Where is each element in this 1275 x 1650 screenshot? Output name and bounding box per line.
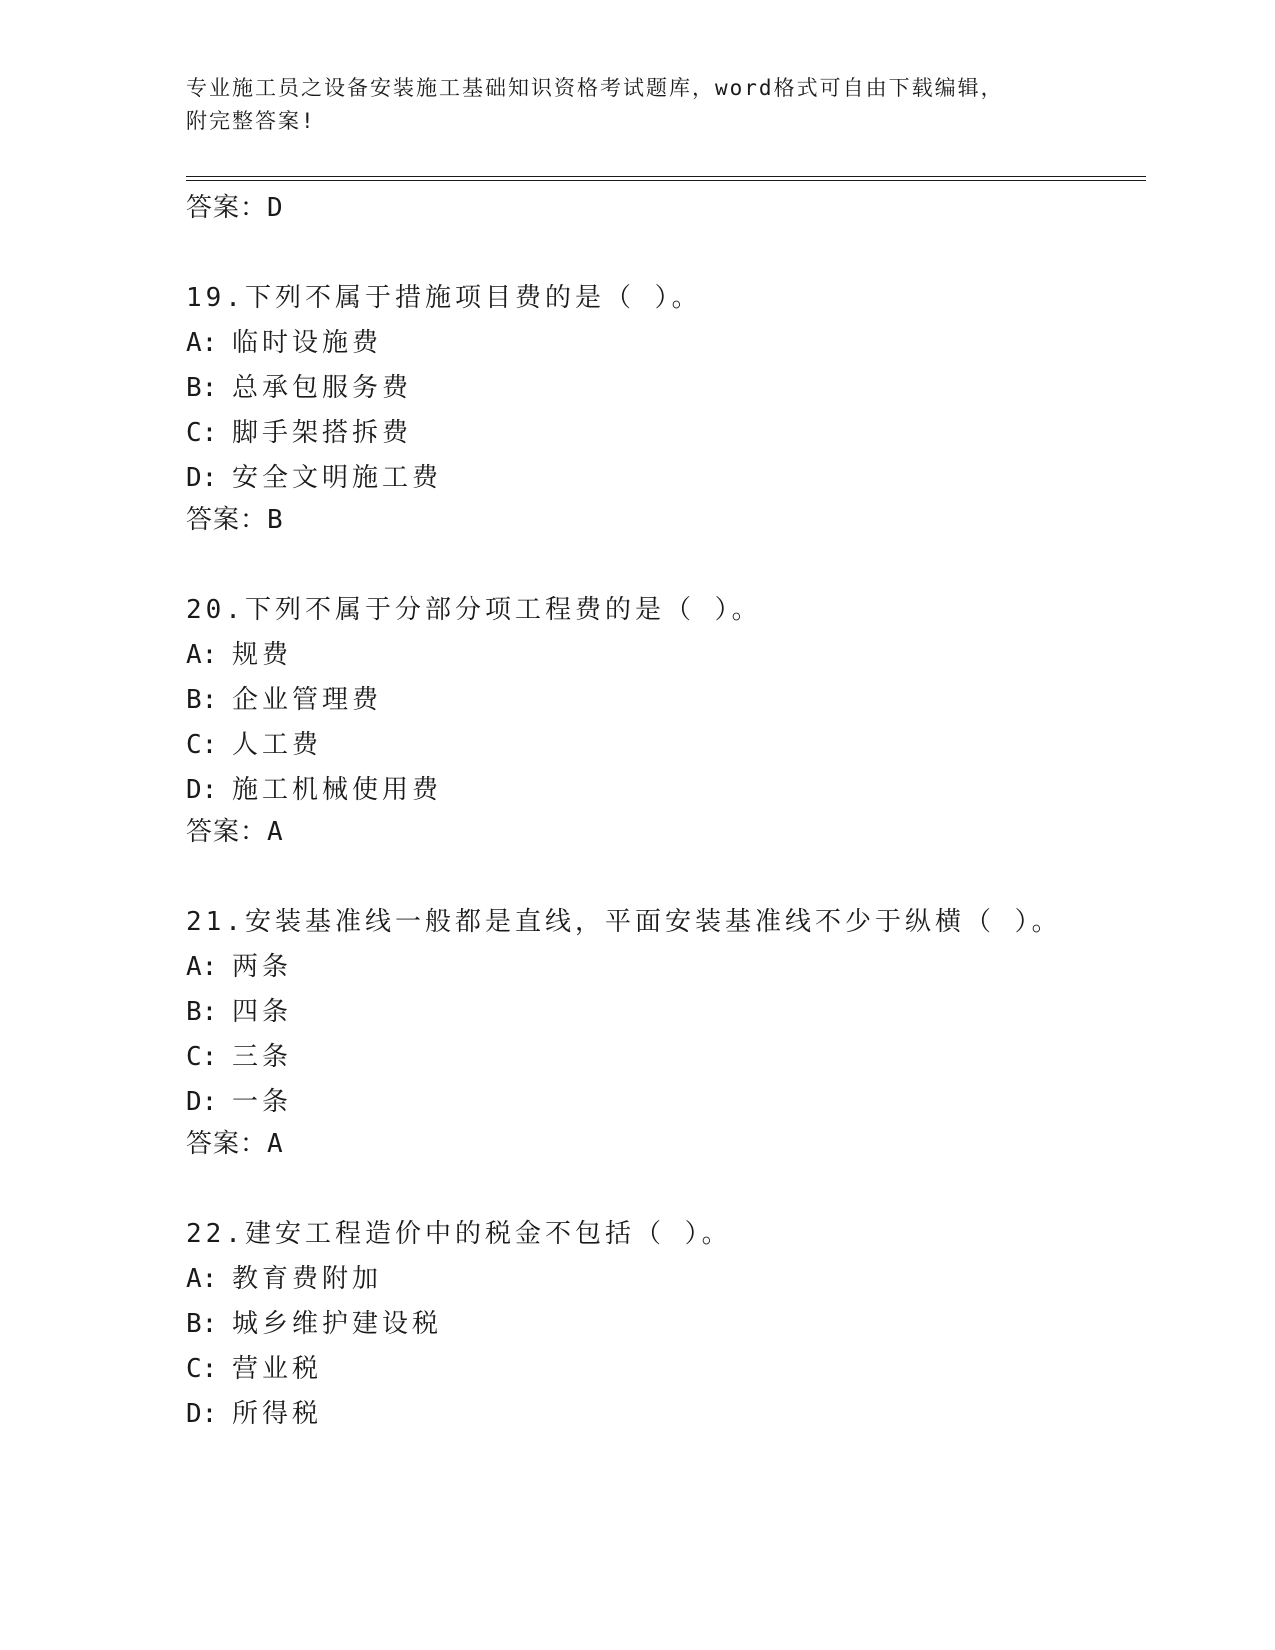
option-letter: D: <box>186 775 218 805</box>
option-text: 企业管理费 <box>232 685 383 715</box>
option-letter: C: <box>186 418 218 448</box>
option-d <box>186 1394 1186 1439</box>
option-text: 临时设施费 <box>232 328 383 358</box>
question-19 <box>186 278 1186 503</box>
option-b <box>186 992 1186 1037</box>
answer-19 <box>186 500 284 540</box>
option-letter: A: <box>186 1264 218 1294</box>
option-c <box>186 413 1186 458</box>
option-text: 两条 <box>232 952 293 982</box>
option-b <box>186 368 1186 413</box>
option-d <box>186 1082 1186 1127</box>
option-text: 营业税 <box>232 1354 323 1384</box>
answer-previous <box>186 188 284 228</box>
option-letter: D: <box>186 463 218 493</box>
answer-value: A <box>267 817 284 847</box>
option-letter: B: <box>186 373 218 403</box>
option-text: 总承包服务费 <box>232 373 413 403</box>
option-letter: D: <box>186 1399 218 1429</box>
answer-value: B <box>267 505 284 535</box>
answer-label: 答案： <box>186 1129 268 1159</box>
option-letter: C: <box>186 730 218 760</box>
option-d <box>186 458 1186 503</box>
option-letter: B: <box>186 997 218 1027</box>
option-a <box>186 635 1186 680</box>
option-text: 施工机械使用费 <box>232 775 443 805</box>
answer-value: D <box>267 193 284 223</box>
option-letter: B: <box>186 1309 218 1339</box>
answer-value: A <box>267 1129 284 1159</box>
answer-label: 答案： <box>186 817 268 847</box>
option-text: 所得税 <box>232 1399 323 1429</box>
option-c <box>186 1037 1186 1082</box>
option-text: 规费 <box>232 640 293 670</box>
header-line-1: 专业施工员之设备安装施工基础知识资格考试题库，word格式可自由下载编辑， <box>186 76 1004 100</box>
option-c <box>186 725 1186 770</box>
option-text: 一条 <box>232 1087 293 1117</box>
option-text: 脚手架搭拆费 <box>232 418 413 448</box>
header-divider <box>186 176 1146 181</box>
option-text: 安全文明施工费 <box>232 463 443 493</box>
option-text: 城乡维护建设税 <box>232 1309 443 1339</box>
option-d <box>186 770 1186 815</box>
answer-20 <box>186 812 284 852</box>
question-stem: 19.下列不属于措施项目费的是（ ）。 <box>186 283 702 313</box>
option-a <box>186 1259 1186 1304</box>
option-letter: A: <box>186 640 218 670</box>
option-letter: C: <box>186 1042 218 1072</box>
option-letter: D: <box>186 1087 218 1117</box>
question-20 <box>186 590 1186 815</box>
document-header <box>186 72 1086 138</box>
question-21 <box>186 902 1186 1127</box>
option-a <box>186 947 1186 992</box>
answer-label: 答案： <box>186 193 268 223</box>
answer-label: 答案： <box>186 505 268 535</box>
option-letter: B: <box>186 685 218 715</box>
option-text: 三条 <box>232 1042 293 1072</box>
question-stem: 22.建安工程造价中的税金不包括（ ）。 <box>186 1219 732 1249</box>
option-b <box>186 680 1186 725</box>
option-letter: C: <box>186 1354 218 1384</box>
option-text: 教育费附加 <box>232 1264 383 1294</box>
option-c <box>186 1349 1186 1394</box>
option-letter: A: <box>186 952 218 982</box>
question-stem: 20.下列不属于分部分项工程费的是（ ）。 <box>186 595 762 625</box>
option-text: 人工费 <box>232 730 323 760</box>
question-22 <box>186 1214 1186 1439</box>
answer-21 <box>186 1124 284 1164</box>
header-line-2: 附完整答案! <box>186 109 316 133</box>
option-text: 四条 <box>232 997 293 1027</box>
option-b <box>186 1304 1186 1349</box>
option-letter: A: <box>186 328 218 358</box>
question-stem: 21.安装基准线一般都是直线，平面安装基准线不少于纵横（ ）。 <box>186 907 1062 937</box>
option-a <box>186 323 1186 368</box>
